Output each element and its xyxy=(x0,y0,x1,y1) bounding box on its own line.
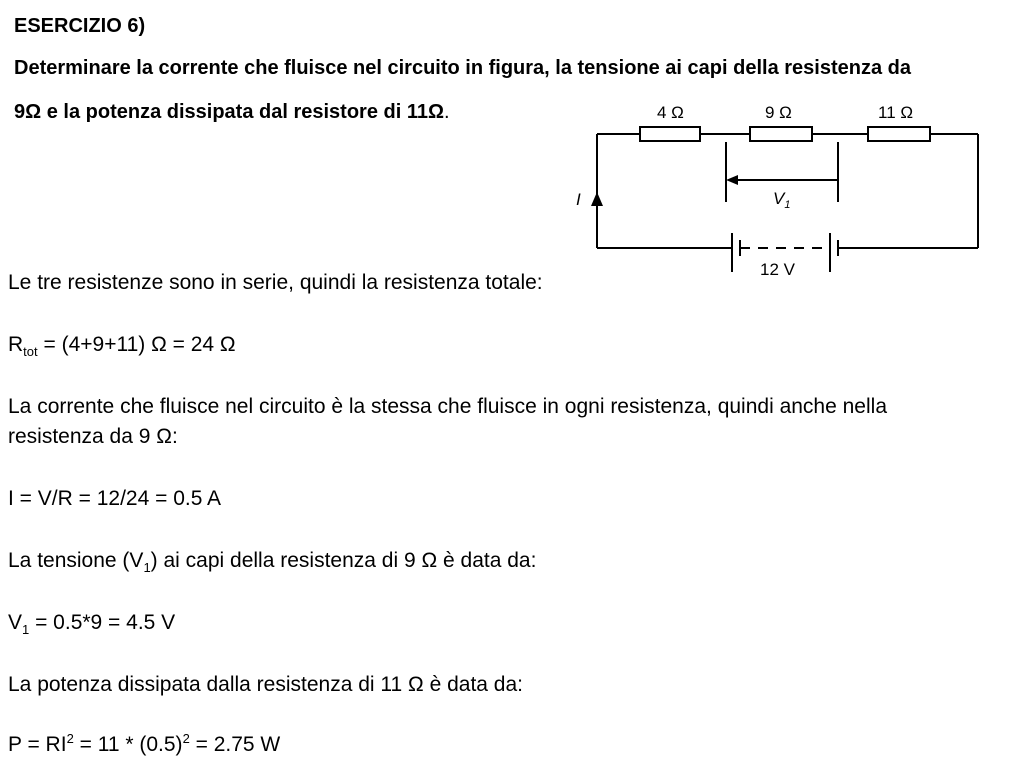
question-line-2 xyxy=(14,101,450,124)
current-explanation-line-1: La corrente che fluisce nel circuito è la stessa che fluisce in ogni resistenza, quindi anche nella xyxy=(8,395,887,418)
voltage-intro xyxy=(8,549,536,573)
voltage-intro-a: La tensione (V xyxy=(8,549,144,572)
voltage-v: V xyxy=(8,611,23,634)
question-line-1: Determinare la corrente che fluisce nel circuito in figura, la tensione ai capi della resistenza da xyxy=(14,57,911,79)
power-c: = 2.75 W xyxy=(189,733,281,756)
battery-label: 12 V xyxy=(760,260,795,279)
voltage-subscript: 1 xyxy=(22,622,30,637)
resistor-9-ohm xyxy=(750,127,812,141)
circuit-diagram xyxy=(560,88,990,288)
resistor-11-label: 11 Ω xyxy=(878,103,914,122)
current-arrow-head xyxy=(591,192,603,206)
voltage-intro-b: ) ai capi della resistenza di 9 Ω è data da: xyxy=(150,549,537,572)
power-formula xyxy=(8,733,280,757)
current-label: I xyxy=(576,190,581,209)
voltage-formula xyxy=(8,611,175,635)
power-a: P = RI xyxy=(8,733,67,756)
question-line-2-text: 9Ω e la potenza dissipata dal resistore di 11Ω xyxy=(14,101,445,123)
rtot-formula xyxy=(8,333,236,357)
resistor-4-ohm xyxy=(640,127,700,141)
rtot-r: R xyxy=(8,333,24,356)
rtot-subscript: tot xyxy=(23,344,38,359)
power-b: = 11 * (0.5) xyxy=(73,733,183,756)
v1-label-main: V xyxy=(773,189,785,208)
current-formula: I = V/R = 12/24 = 0.5 A xyxy=(8,487,222,510)
power-superscript-2: 2 xyxy=(182,731,190,746)
exercise-title: ESERCIZIO 6) xyxy=(14,15,146,37)
v1-arrow-head xyxy=(726,175,738,185)
current-explanation-line-2: resistenza da 9 Ω: xyxy=(8,425,178,448)
resistor-9-label: 9 Ω xyxy=(765,103,792,122)
resistor-11-ohm xyxy=(868,127,930,141)
power-superscript-1: 2 xyxy=(66,731,74,746)
question-period: . xyxy=(444,101,450,123)
v1-label-sub: 1 xyxy=(784,199,791,211)
power-intro: La potenza dissipata dalla resistenza di 11 Ω è data da: xyxy=(8,673,523,696)
solution-intro: Le tre resistenze sono in serie, quindi la resistenza totale: xyxy=(8,271,543,294)
resistor-4-label: 4 Ω xyxy=(657,103,684,122)
v1-label xyxy=(773,189,790,211)
voltage-rest: = 0.5*9 = 4.5 V xyxy=(29,611,176,634)
rtot-rest: = (4+9+11) Ω = 24 Ω xyxy=(37,333,236,356)
voltage-intro-subscript: 1 xyxy=(143,560,151,575)
